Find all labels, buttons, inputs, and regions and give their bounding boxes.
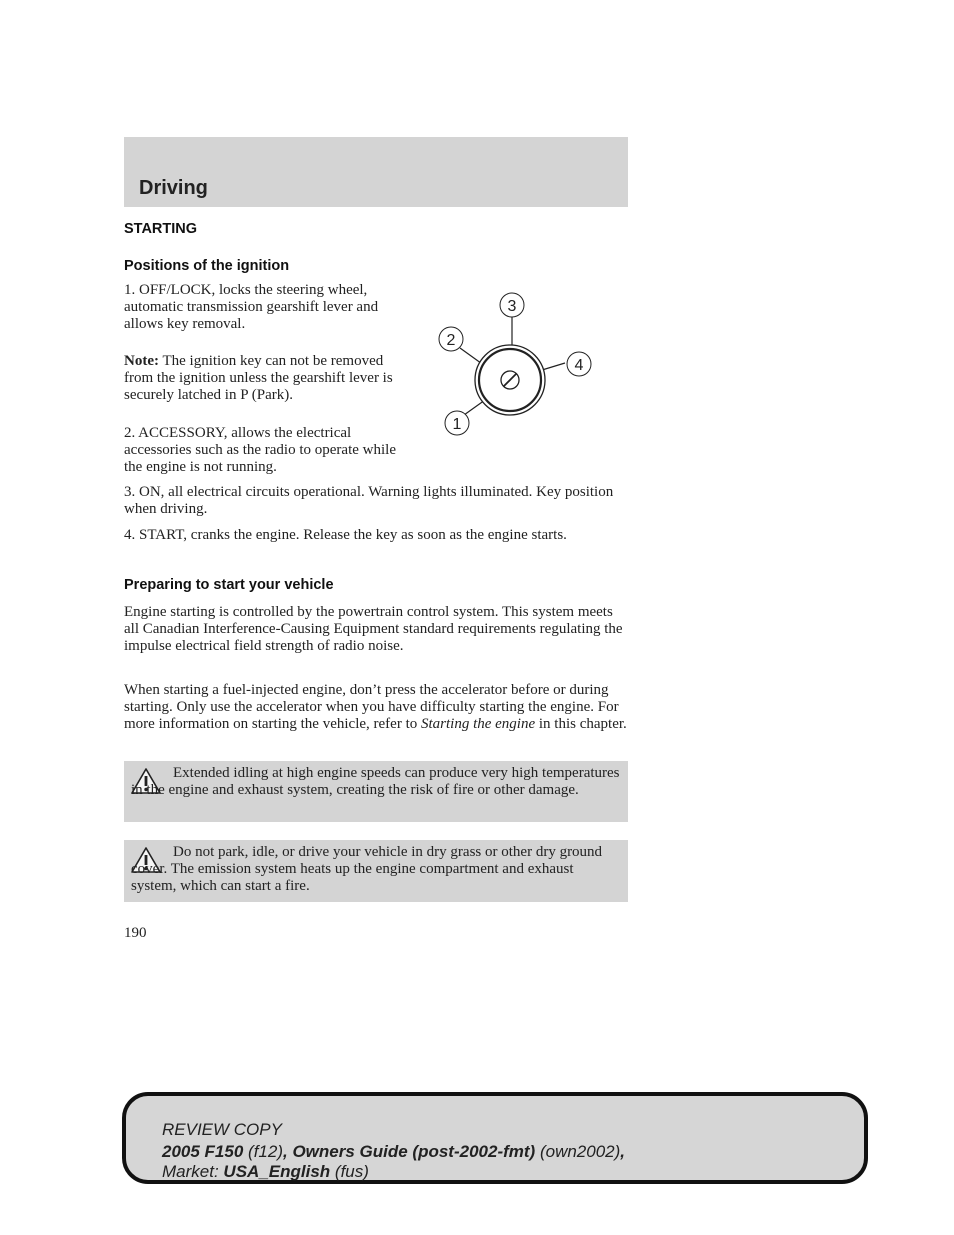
note-label: Note: [124, 353, 159, 369]
page-number: 190 [124, 925, 147, 941]
ignition-switch-diagram [430, 290, 600, 440]
preparing-paragraph-2-text: When starting a fuel-injected engine, don’t press the accelerator before or during starting. Only use the accelerator when you have difficulty starting the engine. For more information on starting the vehicle, refer to [124, 682, 619, 732]
preparing-heading: Preparing to start your vehicle [124, 577, 334, 593]
ignition-switch-icon [460, 313, 565, 415]
preparing-paragraph-1: Engine starting is controlled by the powertrain control system. This system meets all Canadian Interference-Causing Equipment standard requirements regulating the impulse electrical field strength of radio noise. [124, 604, 623, 654]
footer-model: 2005 F150 [162, 1142, 244, 1161]
ignition-note [124, 353, 404, 404]
footer-market: USA_English [223, 1162, 331, 1181]
review-copy-footer [122, 1092, 868, 1184]
position-label-2: 2 [446, 332, 456, 349]
warning-box-idling [124, 761, 628, 822]
position-label-3: 3 [507, 298, 517, 315]
ignition-item-4: 4. START, cranks the engine. Release the key as soon as the engine starts. [124, 527, 567, 543]
warning-box-dry-grass [124, 840, 628, 902]
preparing-paragraph-2-tail: in this chapter. [538, 716, 627, 732]
footer-model-code: (f12) [248, 1142, 283, 1161]
position-label-4: 4 [574, 357, 584, 374]
ignition-item-1: 1. OFF/LOCK, locks the steering wheel, automatic transmission gearshift lever and allows key removal. [124, 282, 379, 332]
position-callout-1 [445, 411, 469, 435]
footer-market-line [162, 1162, 369, 1182]
footer-market-code: (fus) [334, 1162, 369, 1181]
footer-guide-code: (own2002) [539, 1142, 621, 1161]
section-header-band [124, 137, 628, 207]
footer-review-copy: REVIEW COPY [162, 1120, 282, 1139]
position-callout-2 [439, 327, 463, 351]
footer-comma: , [620, 1142, 626, 1161]
starting-heading: STARTING [124, 221, 198, 237]
position-callout-3 [500, 293, 524, 317]
position-callout-4 [567, 352, 591, 376]
footer-guide: Owners Guide (post-2002-fmt) [292, 1142, 536, 1161]
positions-heading: Positions of the ignition [124, 258, 290, 274]
footer-guide-separator: , [283, 1142, 293, 1161]
warning-text-dry-grass: Do not park, idle, or drive your vehicle in dry grass or other dry ground cover. The emission system heats up the engine compartment and exhaust system, which can start a fire. [131, 844, 603, 894]
note-text: The ignition key can not be removed from the ignition unless the gearshift lever is securely latched in P (Park). [124, 353, 393, 403]
section-title: Driving [139, 177, 208, 199]
footer-market-label: Market: [162, 1162, 219, 1181]
footer-model-line [162, 1142, 625, 1162]
starting-the-engine-reference: Starting the engine [420, 716, 536, 732]
position-label-1: 1 [452, 416, 462, 433]
ignition-item-2: 2. ACCESSORY, allows the electrical accessories such as the radio to operate while the engine is not running. [124, 425, 396, 475]
warning-text-idling: Extended idling at high engine speeds can produce very high temperatures in the engine and exhaust system, creating the risk of fire or other damage. [131, 765, 620, 798]
preparing-paragraph-2 [124, 682, 629, 733]
ignition-item-3: 3. ON, all electrical circuits operational. Warning lights illuminated. Key position when driving. [124, 484, 614, 517]
